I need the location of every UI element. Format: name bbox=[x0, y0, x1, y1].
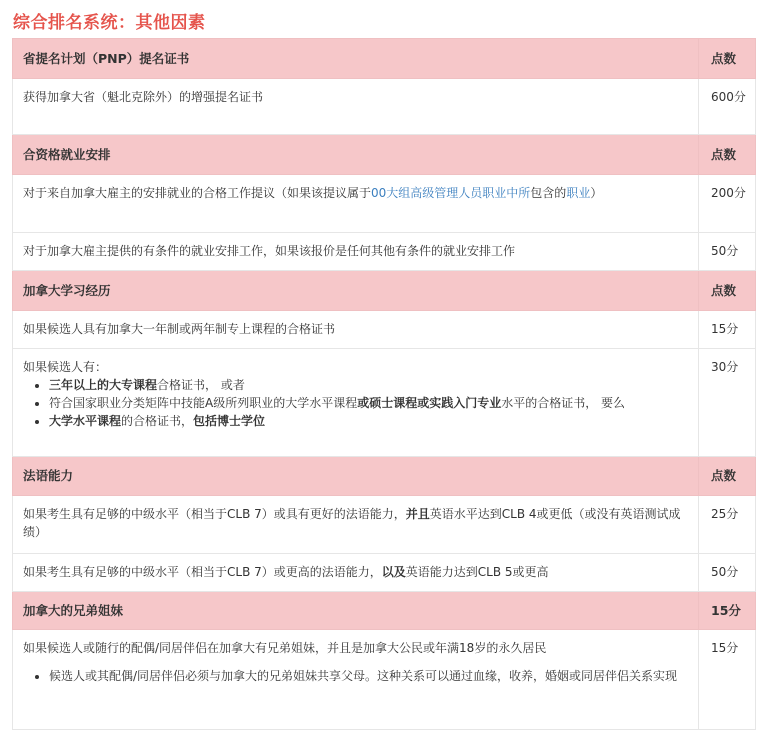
table-row bbox=[13, 554, 756, 592]
criterion-text: 如果考生具有足够的中级水平（相当于CLB 7）或更高的法语能力，以及英语能力达到CLB 5或更高 bbox=[13, 554, 699, 592]
section-header bbox=[13, 39, 756, 79]
points-value: 15分 bbox=[699, 630, 756, 730]
list-item: • 候选人或其配偶/同居伴侣必须与加拿大的兄弟姐妹共享父母。这种关系可以通过血缘，收养，婚姻或同居伴侣关系实现 bbox=[49, 667, 688, 685]
occupation-link[interactable]: 职业 bbox=[566, 186, 591, 200]
noc-00-link[interactable]: 00大组高级管理人员职业中所 bbox=[371, 186, 531, 200]
section-title: 加拿大学习经历 bbox=[13, 271, 699, 311]
section-title: 合资格就业安排 bbox=[13, 135, 699, 175]
section-header bbox=[13, 457, 756, 496]
table-row bbox=[13, 175, 756, 233]
page-title: 综合排名系统：其他因素 bbox=[13, 13, 206, 33]
points-header: 点数 bbox=[699, 135, 756, 175]
points-value: 600分 bbox=[699, 79, 756, 135]
criterion-intro: 如果候选人或随行的配偶/同居伴侣在加拿大有兄弟姐妹，并且是加拿大公民或年满18岁的永久居民 bbox=[23, 641, 547, 655]
section-header bbox=[13, 592, 756, 630]
criterion-text: 对于加拿大雇主提供的有条件的就业安排工作，如果该报价是任何其他有条件的就业安排工作 bbox=[13, 233, 699, 271]
criterion-text: 如果考生具有足够的中级水平（相当于CLB 7）或具有更好的法语能力，并且英语水平达到CLB 4或更低（或没有英语测试成绩） bbox=[13, 496, 699, 554]
points-value: 50分 bbox=[699, 554, 756, 592]
points-value: 15分 bbox=[699, 311, 756, 349]
points-value: 25分 bbox=[699, 496, 756, 554]
list-item: • 符合国家职业分类矩阵中技能A级所列职业的大学水平课程或硕士课程或实践入门专业水平的合格证书， 要么 bbox=[49, 394, 688, 412]
criterion-text: 获得加拿大省（魁北克除外）的增强提名证书 bbox=[13, 79, 699, 135]
section-header bbox=[13, 271, 756, 311]
table-row bbox=[13, 496, 756, 554]
list-item: • 大学水平课程的合格证书，包括博士学位 bbox=[49, 412, 688, 430]
points-value: 50分 bbox=[699, 233, 756, 271]
table-row bbox=[13, 630, 756, 730]
criterion-text: 对于来自加拿大雇主的安排就业的合格工作提议（如果该提议属于00大组高级管理人员职业中所包含的职业） bbox=[13, 175, 699, 233]
table-row bbox=[13, 349, 756, 457]
table-row bbox=[13, 233, 756, 271]
points-header: 点数 bbox=[699, 39, 756, 79]
criterion-text bbox=[13, 630, 699, 730]
points-header: 点数 bbox=[699, 457, 756, 496]
points-value: 200分 bbox=[699, 175, 756, 233]
criterion-text: 如果候选人具有加拿大一年制或两年制专上课程的合格证书 bbox=[13, 311, 699, 349]
criterion-list bbox=[23, 376, 688, 430]
points-header: 点数 bbox=[699, 271, 756, 311]
points-value: 30分 bbox=[699, 349, 756, 457]
points-header: 15分 bbox=[699, 592, 756, 630]
section-title: 加拿大的兄弟姐妹 bbox=[13, 592, 699, 630]
list-item: • 三年以上的大专课程合格证书， 或者 bbox=[49, 376, 688, 394]
table-row bbox=[13, 79, 756, 135]
table-row bbox=[13, 311, 756, 349]
points-table bbox=[12, 38, 756, 730]
section-title: 法语能力 bbox=[13, 457, 699, 496]
section-header bbox=[13, 135, 756, 175]
criterion-text bbox=[13, 349, 699, 457]
section-title: 省提名计划（PNP）提名证书 bbox=[13, 39, 699, 79]
criterion-list bbox=[23, 667, 688, 685]
criterion-intro: 如果候选人有： bbox=[23, 360, 108, 374]
